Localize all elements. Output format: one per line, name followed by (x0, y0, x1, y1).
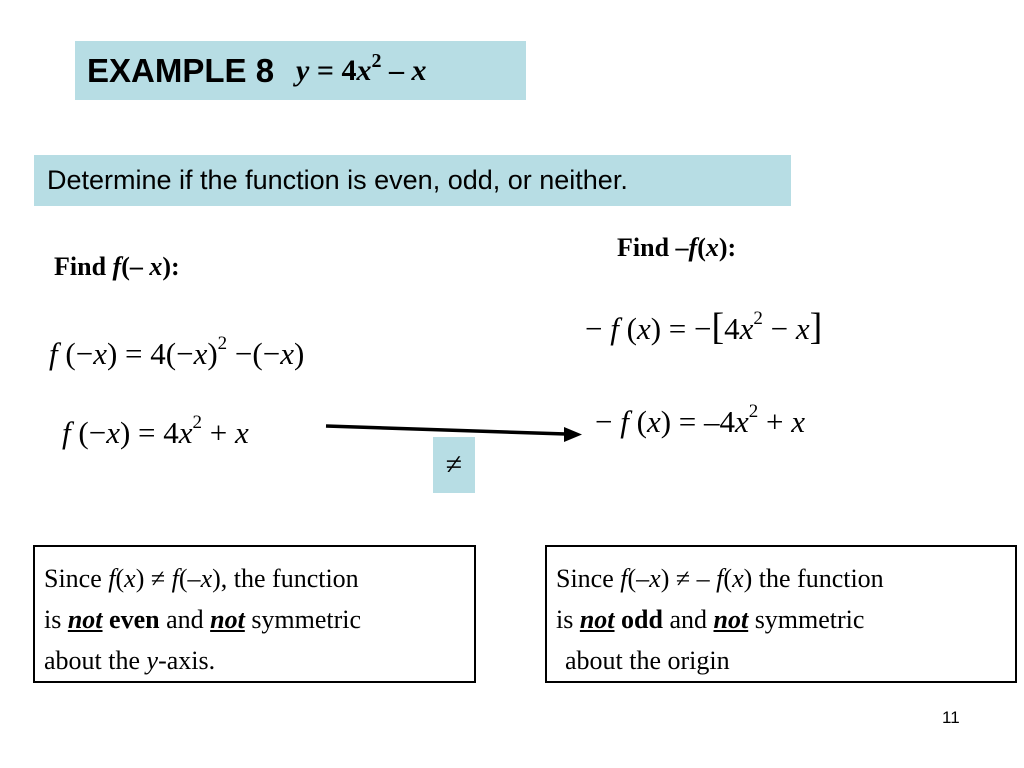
left-equation-result: f $(-x) = 4x^2 + x$ (62, 412, 249, 450)
note-left-line-3: about the y-axis. (44, 646, 216, 675)
note-right-line-1: Since f(–x) ≠ – f(x) the function (556, 564, 884, 593)
find-f-of-neg-x-heading: Find f(– x): (54, 252, 180, 281)
example-title (75, 41, 526, 100)
instruction-text: Determine if the function is even, odd, or neither. (34, 155, 791, 206)
note-left-line-1: Since f(x) ≠ f(–x), the function (44, 564, 359, 593)
example-equation: $y = 4x^2 - x$ (296, 49, 427, 87)
conclusion-not-odd-box (545, 545, 1017, 683)
note-right-line-3: about the origin (565, 646, 730, 675)
note-right-line-2: is not odd and not symmetric (556, 605, 865, 634)
page-number: 11 (942, 708, 960, 727)
left-bracket: [ (711, 306, 725, 348)
example-label: EXAMPLE 8 (87, 51, 275, 89)
note-left-line-2: is not even and not symmetric (44, 605, 362, 634)
conclusion-not-even-box (33, 545, 476, 683)
right-equation-expansion: − f $(x) = -[4x^2 - x]$ (585, 306, 823, 348)
find-neg-f-of-x-heading: Find –f(x): (617, 233, 737, 262)
left-equation-expansion: f $(-x) = 4(-x)^2 -(-x)$ (49, 333, 305, 371)
right-bracket: ] (809, 306, 823, 348)
not-equal-symbol: ≠ (433, 437, 475, 493)
right-equation-result: − f $(x) = -4x^2 + x$ (595, 401, 806, 439)
